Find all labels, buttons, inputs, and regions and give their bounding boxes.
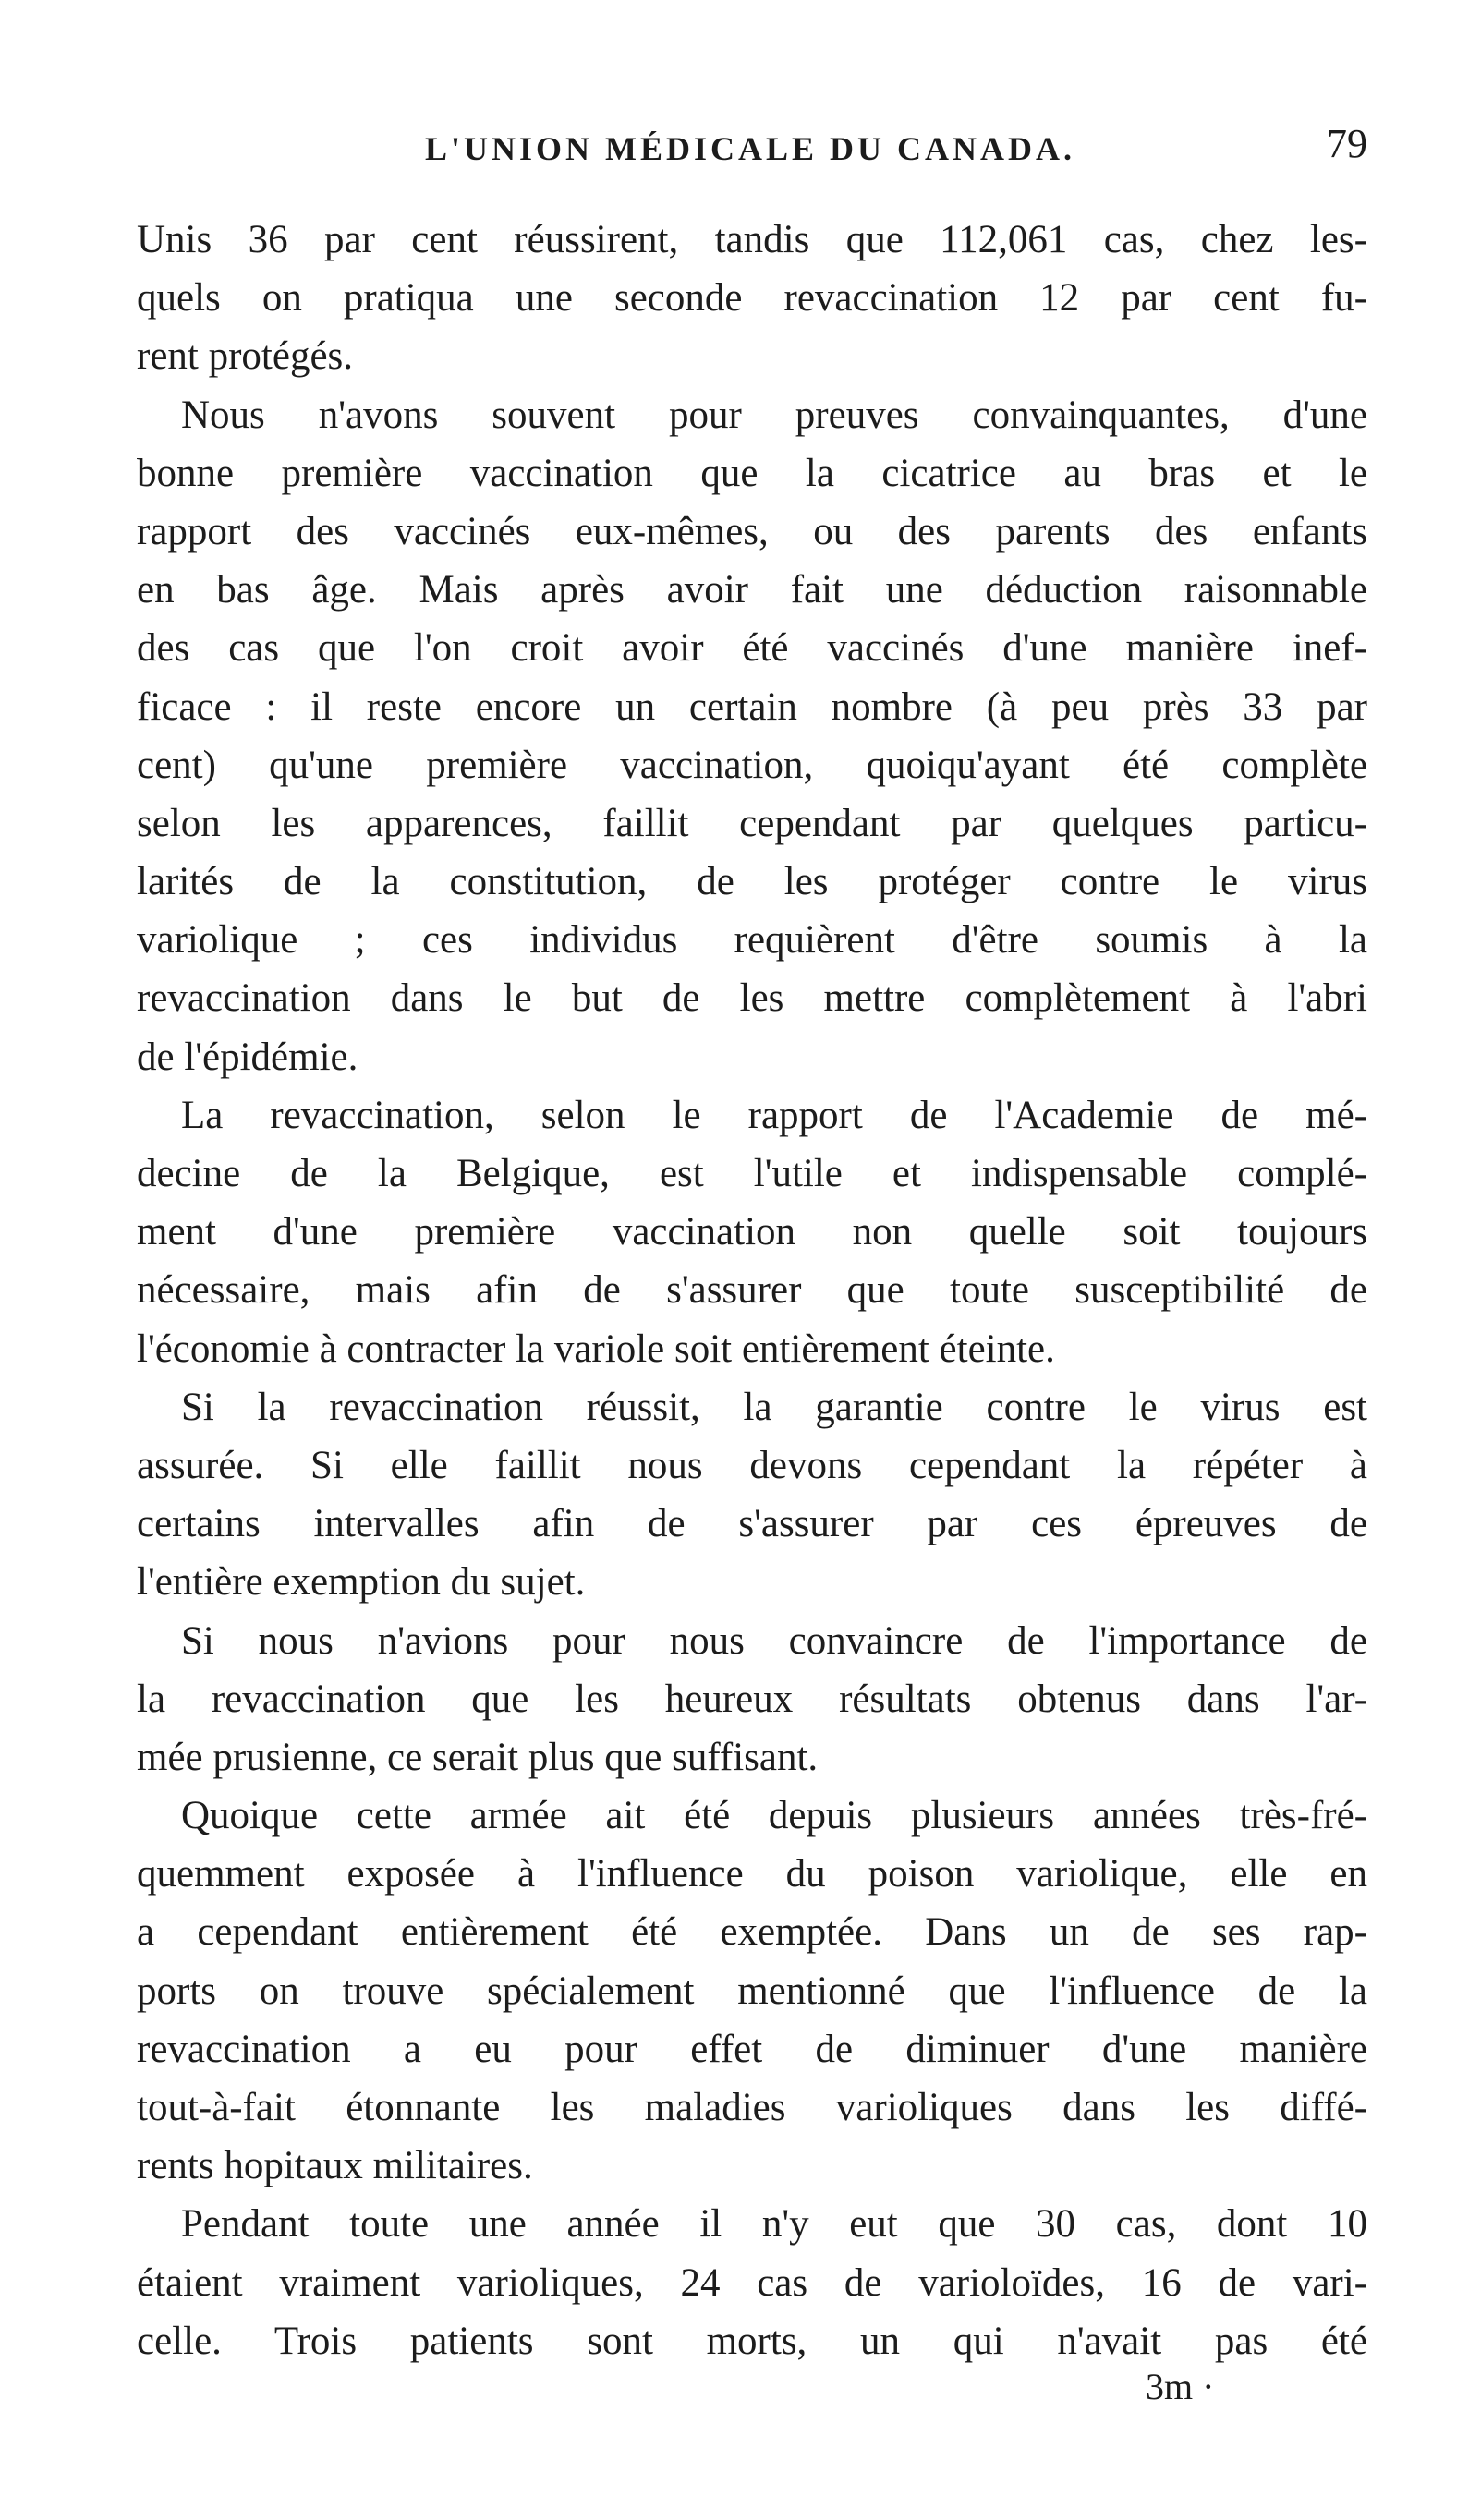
text-line: ficace : il reste encore un certain nombre (à peu près 33 par bbox=[137, 685, 1367, 729]
body-text bbox=[137, 211, 1367, 2370]
text-line: Pendant toute une année il n'y eut que 30 cas, dont 10 bbox=[181, 2202, 1367, 2247]
text-line: assurée. Si elle faillit nous devons cependant la répéter à bbox=[137, 1443, 1367, 1487]
text-line: Nous n'avons souvent pour preuves convainquantes, d'une bbox=[181, 393, 1367, 437]
text-line: variolique ; ces individus requièrent d'être soumis à la bbox=[137, 918, 1367, 963]
text-line: celle. Trois patients sont morts, un qui n'avait pas été bbox=[137, 2319, 1367, 2363]
journal-title: L'UNION MÉDICALE DU CANADA. bbox=[425, 130, 1076, 167]
text-line: selon les apparences, faillit cependant par quelques particu- bbox=[137, 801, 1367, 845]
text-line: l'entière exemption du sujet. bbox=[137, 1560, 586, 1605]
text-line: Quoique cette armée ait été depuis plusieurs années très-fré- bbox=[181, 1794, 1367, 1838]
signature-mark: 3m · bbox=[1146, 2366, 1215, 2407]
text-line: ports on trouve spécialement mentionné que l'influence de la bbox=[137, 1969, 1367, 2013]
text-line: a cependant entièrement été exemptée. Dans un de ses rap- bbox=[137, 1910, 1367, 1955]
text-line: larités de la constitution, de les protéger contre le virus bbox=[137, 860, 1367, 904]
text-line: ment d'une première vaccination non quelle soit toujours bbox=[137, 1210, 1367, 1254]
text-line: quels on pratiqua une seconde revaccination 12 par cent fu- bbox=[137, 276, 1367, 321]
text-line: la revaccination que les heureux résultats obtenus dans l'ar- bbox=[137, 1677, 1367, 1721]
running-header bbox=[148, 121, 1367, 185]
text-line: Si la revaccination réussit, la garantie contre le virus est bbox=[181, 1385, 1367, 1429]
text-line: La revaccination, selon le rapport de l'Academie de mé- bbox=[181, 1093, 1367, 1137]
text-line: bonne première vaccination que la cicatrice au bras et le bbox=[137, 451, 1367, 495]
text-line: rapport des vaccinés eux-mêmes, ou des parents des enfants bbox=[137, 509, 1367, 553]
page-number: 79 bbox=[1327, 121, 1367, 166]
text-line: Unis 36 par cent réussirent, tandis que 112,061 cas, chez les- bbox=[137, 218, 1367, 261]
text-line: tout-à-fait étonnante les maladies varioliques dans les diffé- bbox=[137, 2086, 1367, 2129]
text-line: des cas que l'on croit avoir été vaccinés d'une manière inef- bbox=[137, 626, 1367, 671]
text-line: de l'épidémie. bbox=[137, 1035, 358, 1079]
text-line: rents hopitaux militaires. bbox=[137, 2144, 533, 2188]
text-line: étaient vraiment varioliques, 24 cas de varioloïdes, 16 de vari- bbox=[137, 2260, 1367, 2305]
text-line: l'économie à contracter la variole soit entièrement éteinte. bbox=[137, 1327, 1055, 1371]
text-line: decine de la Belgique, est l'utile et indispensable complé- bbox=[137, 1152, 1367, 1195]
text-line: en bas âge. Mais après avoir fait une déduction raisonnable bbox=[137, 568, 1367, 612]
text-line: revaccination a eu pour effet de diminuer d'une manière bbox=[137, 2027, 1367, 2071]
text-line: cent) qu'une première vaccination, quoiqu'ayant été complète bbox=[137, 743, 1367, 787]
text-line: Si nous n'avions pour nous convaincre de l'importance de bbox=[181, 1618, 1367, 1663]
text-line: revaccination dans le but de les mettre complètement à l'abri bbox=[137, 976, 1367, 1021]
text-line: nécessaire, mais afin de s'assurer que toute susceptibilité de bbox=[137, 1268, 1367, 1313]
text-line: quemment exposée à l'influence du poison variolique, elle en bbox=[137, 1852, 1367, 1896]
text-line: mée prusienne, ce serait plus que suffisant. bbox=[137, 1735, 819, 1779]
text-line: certains intervalles afin de s'assurer par ces épreuves de bbox=[137, 1502, 1367, 1546]
text-line: rent protégés. bbox=[137, 334, 354, 379]
